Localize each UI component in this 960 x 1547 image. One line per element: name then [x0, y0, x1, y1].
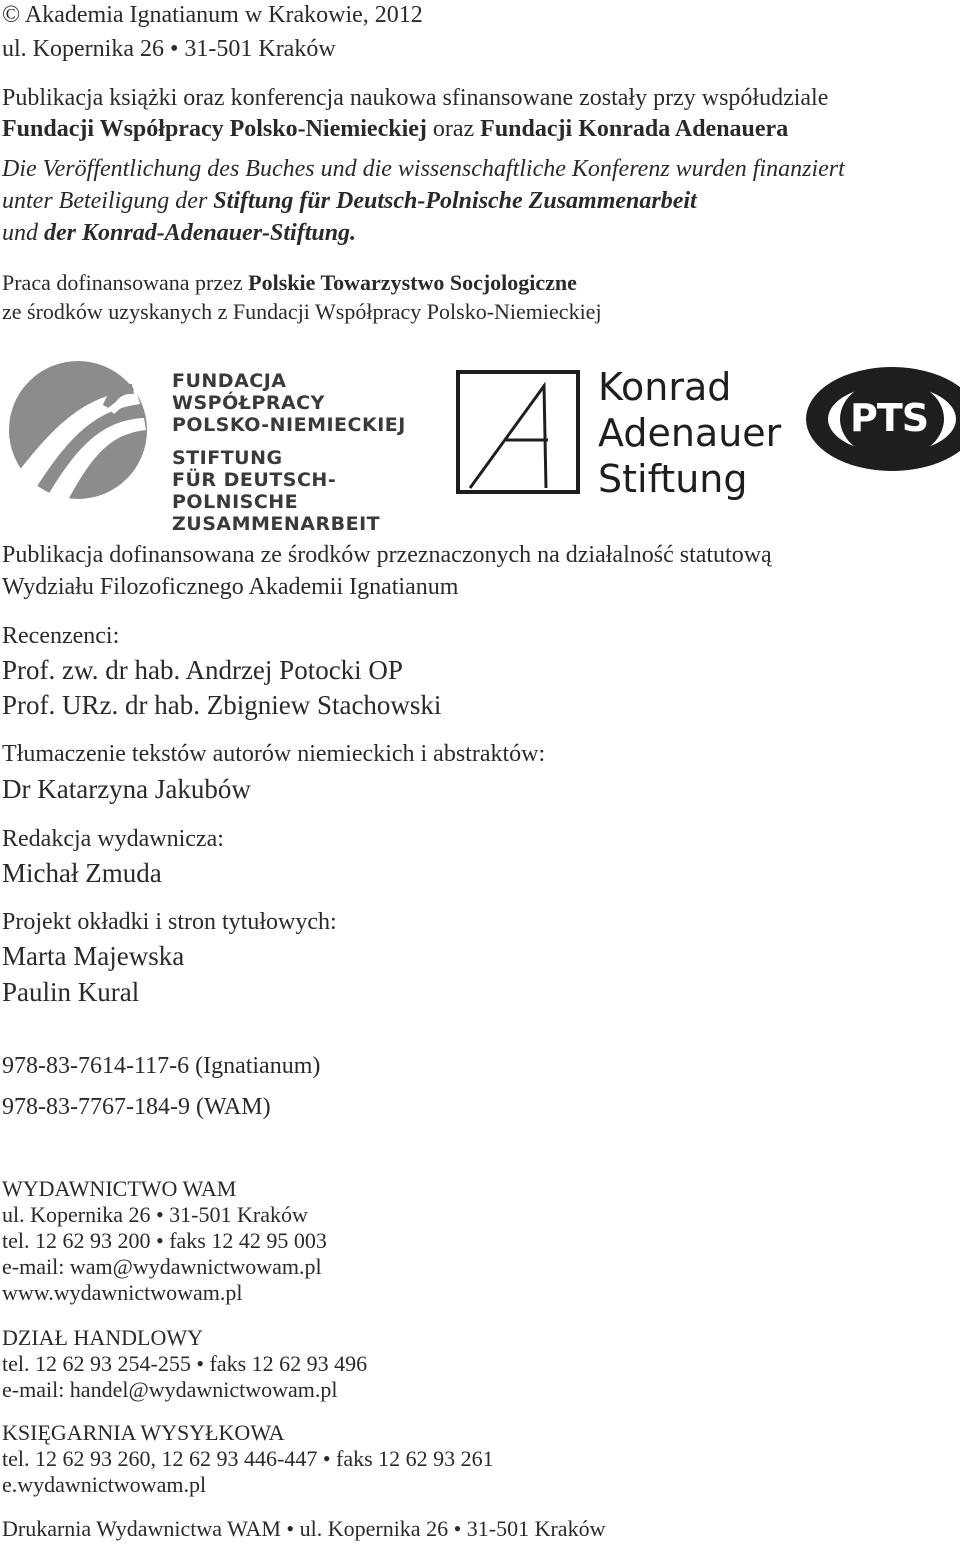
publisher-name: WYDAWNICTWO WAM — [2, 1176, 237, 1201]
funding-de-line2 — [2, 188, 697, 215]
funding-de-line3-pre: und — [2, 220, 44, 246]
funding-de-line3 — [2, 220, 356, 247]
address-line: ul. Kopernika 26 • 31-501 Kraków — [2, 36, 336, 62]
fwpn-line3: STIFTUNG — [172, 447, 283, 469]
reviewers-label: Recenzenci: — [2, 623, 120, 649]
sales-email: e-mail: handel@wydawnictwowam.pl — [2, 1377, 338, 1402]
funding-pl-line1: Publikacja książki oraz konferencja naukowa sfinansowane zostały przy współudziale — [2, 85, 829, 111]
sales-name: DZIAŁ HANDLOWY — [2, 1325, 204, 1350]
mailorder-www: e.wydawnictwowam.pl — [2, 1472, 207, 1497]
funding-de-org-sdpz: Stiftung für Deutsch-Polnische Zusammenarbeit — [213, 188, 697, 214]
kas-logo — [456, 366, 786, 506]
fwpn-line2: POLSKO-NIEMIECKIEJ — [172, 414, 406, 436]
kas-emblem-icon — [456, 370, 580, 496]
copyright-line: © Akademia Ignatianum w Krakowie, 2012 — [2, 2, 423, 28]
isbn-ignatianum: 978-83-7614-117-6 (Ignatianum) — [2, 1053, 321, 1079]
editing-label: Redakcja wydawnicza: — [2, 826, 224, 852]
publisher-www: www.wydawnictwowam.pl — [2, 1280, 243, 1305]
cover-label: Projekt okładki i stron tytułowych: — [2, 909, 337, 935]
funding-org-kas: Fundacji Konrada Adenauera — [480, 116, 789, 142]
pts-text: PTS — [850, 396, 929, 440]
funding-de-line1: Die Veröffentlichung des Buches und die wissenschaftliche Konferenz wurden finanziert — [2, 156, 845, 182]
cover-name: Paulin Kural — [2, 977, 140, 1007]
cover-name: Marta Majewska — [2, 941, 185, 971]
statutory-line1: Publikacja dofinansowana ze środków przeznaczonych na działalność statutową — [2, 542, 772, 568]
isbn-wam: 978-83-7767-184-9 (WAM) — [2, 1094, 271, 1120]
pts-logo — [804, 364, 960, 474]
translation-name: Dr Katarzyna Jakubów — [2, 774, 251, 804]
funding-org-fwpn: Fundacji Współpracy Polsko-Niemieckiej — [2, 116, 427, 142]
mailorder-name: KSIĘGARNIA WYSYŁKOWA — [2, 1420, 285, 1445]
translation-label: Tłumaczenie tekstów autorów niemieckich i abstraktów: — [2, 741, 546, 767]
kas-line1: Konrad — [598, 365, 732, 409]
editing-name: Michał Zmuda — [2, 858, 162, 888]
sales-phone: tel. 12 62 93 254-255 • faks 12 62 93 496 — [2, 1351, 368, 1376]
kas-line3: Stiftung — [598, 457, 748, 501]
printer-line: Drukarnia Wydawnictwa WAM • ul. Kopernika 26 • 31-501 Kraków — [2, 1516, 606, 1541]
reviewer-name: Prof. zw. dr hab. Andrzej Potocki OP — [2, 655, 403, 685]
kas-line2: Adenauer — [598, 411, 782, 455]
mailorder-phone: tel. 12 62 93 260, 12 62 93 446-447 • faks 12 62 93 261 — [2, 1446, 494, 1471]
statutory-line2: Wydziału Filozoficznego Akademii Ignatianum — [2, 574, 459, 600]
fwpn-line4: FÜR DEUTSCH-POLNISCHE — [172, 469, 337, 513]
fwpn-logo — [8, 360, 428, 535]
publisher-address: ul. Kopernika 26 • 31-501 Kraków — [2, 1202, 308, 1227]
pts-funding-pre: Praca dofinansowana przez — [2, 270, 249, 295]
fwpn-line5: ZUSAMMENARBEIT — [172, 513, 381, 535]
pts-funding-line1 — [2, 270, 577, 296]
funding-conj: oraz — [426, 116, 481, 142]
publisher-phone: tel. 12 62 93 200 • faks 12 42 95 003 — [2, 1228, 327, 1253]
publisher-email: e-mail: wam@wydawnictwowam.pl — [2, 1254, 322, 1279]
funding-de-line2-pre: unter Beteiligung der — [2, 188, 214, 214]
pts-funding-line2: ze środków uzyskanych z Fundacji Współpracy Polsko-Niemieckiej — [2, 299, 602, 324]
funding-pl-line2 — [2, 116, 788, 143]
fwpn-line1: FUNDACJA WSPÓŁPRACY — [172, 370, 325, 414]
funding-de-org-kas: der Konrad-Adenauer-Stiftung. — [44, 220, 357, 246]
pts-funding-org: Polskie Towarzystwo Socjologiczne — [248, 270, 577, 295]
reviewer-name: Prof. URz. dr hab. Zbigniew Stachowski — [2, 690, 442, 720]
fwpn-circle-icon — [8, 360, 148, 500]
